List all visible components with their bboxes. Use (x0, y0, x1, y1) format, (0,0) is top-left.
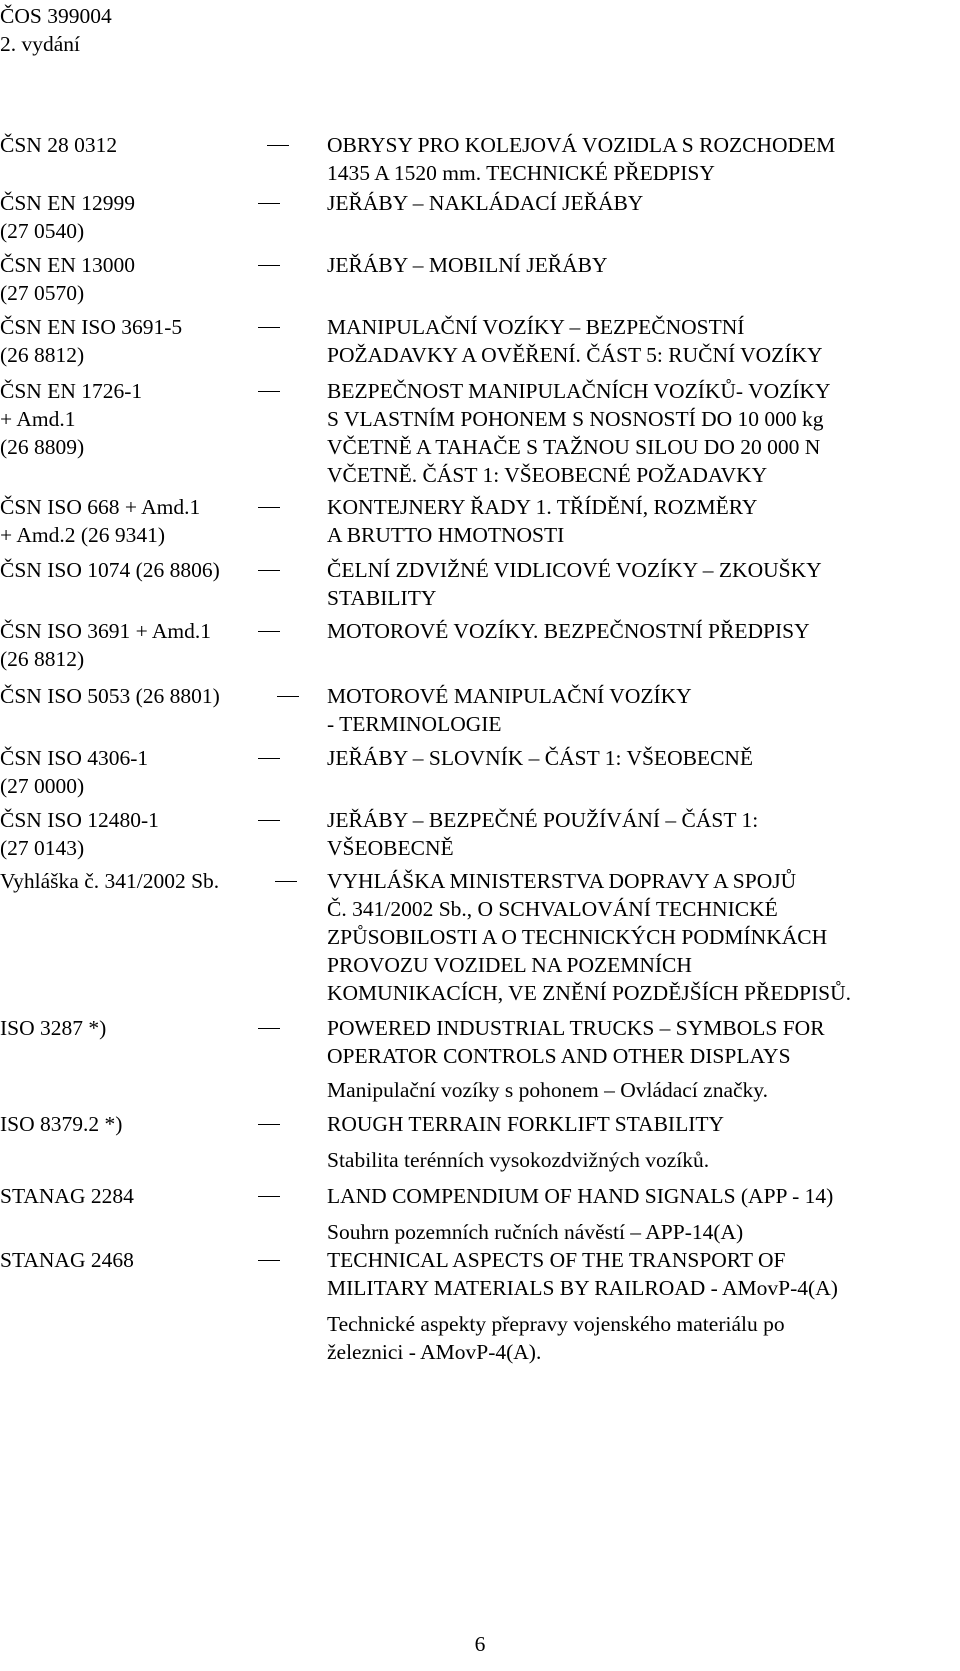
reference-title-line: VYHLÁŠKA MINISTERSTVA DOPRAVY A SPOJŮ (327, 869, 797, 893)
reference-code-line: (27 0143) (0, 836, 85, 860)
reference-title-line: LAND COMPENDIUM OF HAND SIGNALS (APP - 14) (327, 1184, 834, 1208)
reference-title-line: Č. 341/2002 Sb., O SCHVALOVÁNÍ TECHNICKÉ (327, 897, 778, 921)
reference-code (0, 1246, 134, 1274)
reference-title-line: ROUGH TERRAIN FORKLIFT STABILITY (327, 1112, 725, 1136)
reference-code (0, 313, 182, 369)
reference-code-line: ČSN 28 0312 (0, 133, 118, 157)
reference-code-line: STANAG 2468 (0, 1248, 134, 1272)
reference-title (327, 682, 692, 738)
reference-code-line: (26 8809) (0, 435, 85, 459)
separator-dash (258, 570, 280, 571)
separator-dash (275, 881, 297, 882)
separator-dash (258, 507, 280, 508)
reference-title (327, 806, 758, 862)
reference-title (327, 556, 822, 612)
reference-title-line: MOTOROVÉ VOZÍKY. BEZPEČNOSTNÍ PŘEDPISY (327, 619, 810, 643)
reference-code (0, 377, 142, 461)
reference-code (0, 682, 220, 710)
reference-code-line: ČSN ISO 668 + Amd.1 (0, 495, 201, 519)
reference-code-line: + Amd.1 (0, 407, 76, 431)
reference-title (327, 1246, 838, 1302)
reference-code (0, 556, 220, 584)
reference-code (0, 867, 219, 895)
standard-number: ČOS 399004 (0, 4, 112, 28)
reference-title-line: JEŘÁBY – MOBILNÍ JEŘÁBY (327, 253, 608, 277)
reference-title (327, 867, 851, 1007)
reference-code (0, 1182, 134, 1210)
reference-title-line: S VLASTNÍM POHONEM S NOSNOSTÍ DO 10 000 kg (327, 407, 824, 431)
reference-title (327, 617, 810, 645)
reference-code-line: ISO 8379.2 *) (0, 1112, 123, 1136)
reference-code (0, 1110, 122, 1138)
reference-title (327, 1014, 825, 1070)
reference-title-line: 1435 A 1520 mm. TECHNICKÉ PŘEDPISY (327, 161, 715, 185)
reference-translation (327, 1146, 709, 1174)
separator-dash (258, 391, 280, 392)
reference-code-line: Vyhláška č. 341/2002 Sb. (0, 869, 220, 893)
document-header (0, 2, 112, 58)
reference-code (0, 131, 117, 159)
separator-dash (267, 145, 289, 146)
reference-translation-line: Manipulační vozíky s pohonem – Ovládací značky. (327, 1078, 769, 1102)
reference-code (0, 617, 211, 673)
separator-dash (258, 1028, 280, 1029)
separator-dash (258, 203, 280, 204)
reference-title-line: ZPŮSOBILOSTI A O TECHNICKÝCH PODMÍNKÁCH (327, 925, 828, 949)
reference-code-line: (26 8812) (0, 343, 85, 367)
reference-translation-line: Technické aspekty přepravy vojenského materiálu po (327, 1312, 785, 1336)
reference-title (327, 377, 830, 489)
reference-code-line: ČSN ISO 5053 (26 8801) (0, 684, 220, 708)
reference-code-line: (26 8812) (0, 647, 85, 671)
reference-code (0, 251, 135, 307)
reference-title-line: - TERMINOLOGIE (327, 712, 502, 736)
reference-title-line: VČETNĚ A TAHAČE S TAŽNOU SILOU DO 20 000 N (327, 435, 821, 459)
reference-title-line: VČETNĚ. ČÁST 1: VŠEOBECNÉ POŽADAVKY (327, 463, 768, 487)
separator-dash (258, 758, 280, 759)
reference-title-line: MANIPULAČNÍ VOZÍKY – BEZPEČNOSTNÍ (327, 315, 745, 339)
reference-title (327, 493, 757, 549)
reference-code-line: ČSN ISO 12480-1 (0, 808, 159, 832)
reference-title (327, 313, 823, 369)
reference-title-line: BEZPEČNOST MANIPULAČNÍCH VOZÍKŮ- VOZÍKY (327, 379, 831, 403)
reference-code-line: (27 0570) (0, 281, 85, 305)
reference-title (327, 1182, 833, 1210)
reference-translation-line: Souhrn pozemních ručních návěstí – APP-14(A) (327, 1220, 744, 1244)
reference-code-line: ČSN ISO 4306-1 (0, 746, 149, 770)
reference-title-line: MOTOROVÉ MANIPULAČNÍ VOZÍKY (327, 684, 692, 708)
reference-title-line: OPERATOR CONTROLS AND OTHER DISPLAYS (327, 1044, 791, 1068)
separator-dash (258, 1124, 280, 1125)
reference-code-line: ČSN EN 1726-1 (0, 379, 143, 403)
edition-label: 2. vydání (0, 32, 81, 56)
reference-translation (327, 1218, 743, 1246)
reference-code-line: + Amd.2 (26 9341) (0, 523, 166, 547)
reference-title-line: JEŘÁBY – BEZPEČNÉ POUŽÍVÁNÍ – ČÁST 1: (327, 808, 759, 832)
separator-dash (258, 1196, 280, 1197)
reference-title (327, 1110, 724, 1138)
reference-title-line: KONTEJNERY ŘADY 1. TŘÍDĚNÍ, ROZMĚRY (327, 495, 758, 519)
reference-translation (327, 1310, 785, 1366)
reference-title-line: OBRYSY PRO KOLEJOVÁ VOZIDLA S ROZCHODEM (327, 133, 836, 157)
reference-title-line: PROVOZU VOZIDEL NA POZEMNÍCH (327, 953, 692, 977)
reference-title-line: VŠEOBECNĚ (327, 836, 454, 860)
reference-title-line: POWERED INDUSTRIAL TRUCKS – SYMBOLS FOR (327, 1016, 825, 1040)
reference-title (327, 251, 608, 279)
reference-code-line: ČSN ISO 1074 (26 8806) (0, 558, 220, 582)
reference-code-line: ČSN EN 13000 (0, 253, 135, 277)
reference-translation (327, 1076, 768, 1104)
reference-code (0, 189, 135, 245)
page-number: 6 (474, 1632, 486, 1656)
reference-code-line: ISO 3287 *) (0, 1016, 107, 1040)
reference-title-line: STABILITY (327, 586, 437, 610)
reference-code (0, 744, 148, 800)
reference-title-line: POŽADAVKY A OVĚŘENÍ. ČÁST 5: RUČNÍ VOZÍKY (327, 343, 823, 367)
reference-code-line: STANAG 2284 (0, 1184, 134, 1208)
reference-title-line: MILITARY MATERIALS BY RAILROAD - AMovP-4(A) (327, 1276, 838, 1300)
reference-translation-line: železnici - AMovP-4(A). (327, 1340, 542, 1364)
reference-code-line: ČSN EN ISO 3691-5 (0, 315, 183, 339)
reference-code-line: ČSN ISO 3691 + Amd.1 (0, 619, 212, 643)
reference-title (327, 131, 835, 187)
reference-code (0, 1014, 106, 1042)
reference-title-line: JEŘÁBY – NAKLÁDACÍ JEŘÁBY (327, 191, 644, 215)
separator-dash (277, 696, 299, 697)
reference-code (0, 806, 159, 862)
reference-title-line: A BRUTTO HMOTNOSTI (327, 523, 565, 547)
separator-dash (258, 820, 280, 821)
reference-translation-line: Stabilita terénních vysokozdvižných vozíků. (327, 1148, 710, 1172)
separator-dash (258, 1260, 280, 1261)
reference-code-line: (27 0000) (0, 774, 85, 798)
reference-title (327, 189, 643, 217)
reference-code (0, 493, 200, 549)
reference-title-line: ČELNÍ ZDVIŽNÉ VIDLICOVÉ VOZÍKY – ZKOUŠKY (327, 558, 822, 582)
reference-code-line: (27 0540) (0, 219, 85, 243)
separator-dash (258, 327, 280, 328)
reference-title-line: JEŘÁBY – SLOVNÍK – ČÁST 1: VŠEOBECNĚ (327, 746, 754, 770)
reference-title (327, 744, 753, 772)
separator-dash (258, 631, 280, 632)
reference-code-line: ČSN EN 12999 (0, 191, 135, 215)
reference-title-line: TECHNICAL ASPECTS OF THE TRANSPORT OF (327, 1248, 786, 1272)
separator-dash (258, 265, 280, 266)
reference-title-line: KOMUNIKACÍCH, VE ZNĚNÍ POZDĚJŠÍCH PŘEDPISŮ. (327, 981, 851, 1005)
